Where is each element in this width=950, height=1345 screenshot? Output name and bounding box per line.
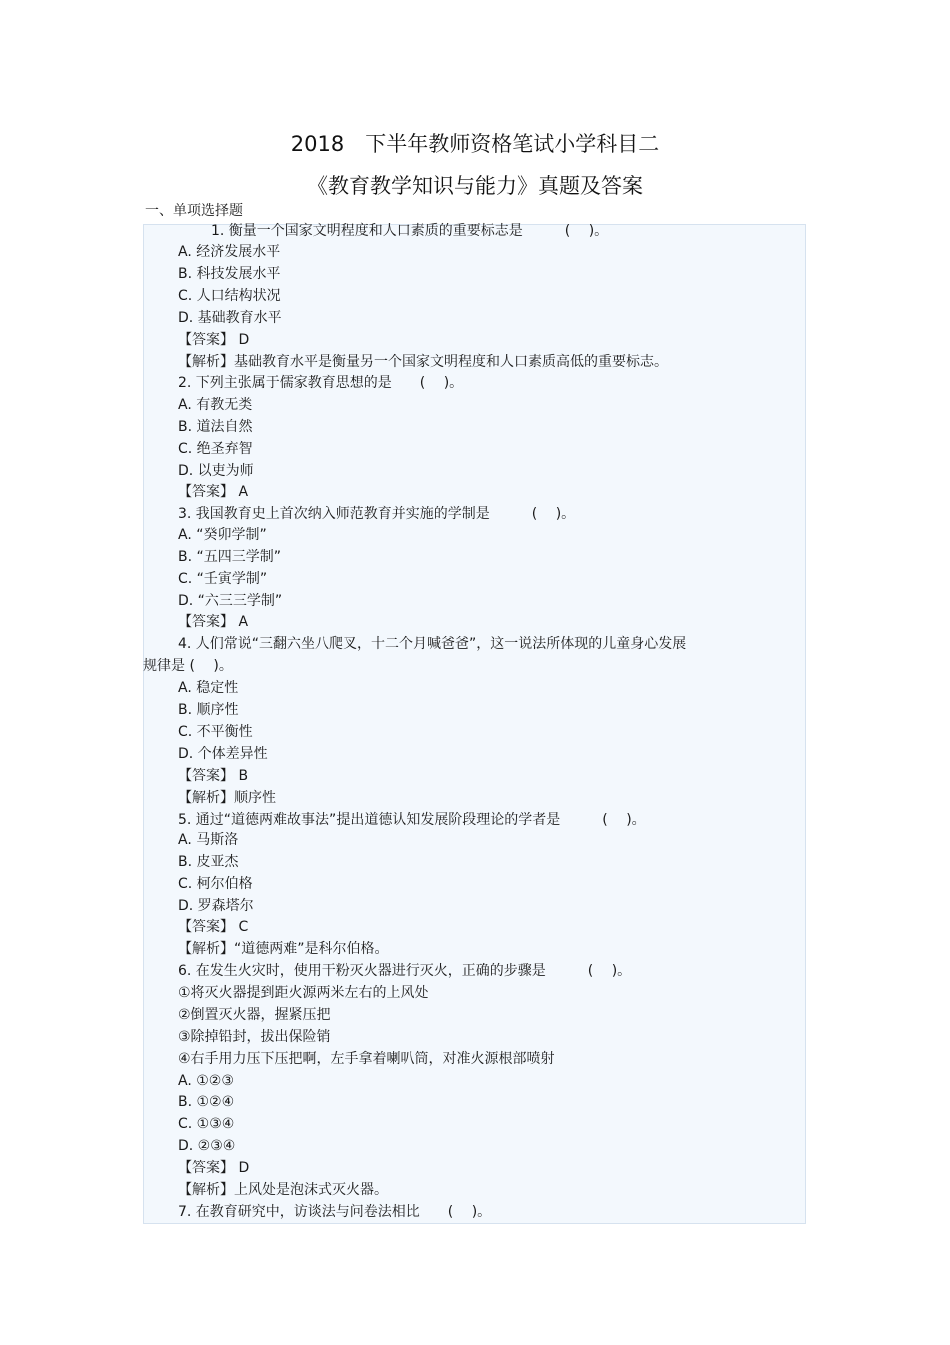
question-line: 【解析】“道德两难”是科尔伯格。 [178,941,389,957]
question-line: 4. 人们常说“三翻六坐八爬叉，十二个月喊爸爸”，这一说法所体现的儿童身心发展 [178,636,687,652]
question-line: A. 马斯洛 [178,832,239,848]
question-line: C. ①③④ [178,1116,235,1132]
question-line: 【答案】 D [178,332,250,348]
question-line: A. ①②③ [178,1073,234,1089]
section-heading: 一、单项选择题 [145,203,243,219]
question-line: B. 皮亚杰 [178,854,239,870]
question-line: 【解析】顺序性 [178,790,276,806]
question-line: 3. 我国教育史上首次纳入师范教育并实施的学制是 ( )。 [178,506,576,522]
question-line: ①将灭火器提到距火源两米左右的上风处 [178,985,429,1001]
question-line: 【答案】 A [178,484,249,500]
question-line: D. 以吏为师 [178,463,254,479]
question-line: 【解析】上风处是泡沫式灭火器。 [178,1182,388,1198]
question-line: D. “六三三学制” [178,593,283,609]
question-line: B. 道法自然 [178,419,253,435]
question-line: A. 经济发展水平 [178,244,281,260]
question-line: D. 基础教育水平 [178,310,282,326]
question-line: ④右手用力压下压把啊，左手拿着喇叭筒，对准火源根部喷射 [178,1051,555,1067]
question-line: D. ②③④ [178,1138,236,1154]
question-line: C. 柯尔伯格 [178,876,253,892]
question-line: 【答案】 C [178,919,249,935]
question-line: C. “壬寅学制” [178,571,268,587]
question-line: C. 不平衡性 [178,724,253,740]
doc-title-line2: 《教育教学知识与能力》真题及答案 [307,174,643,198]
question-line: A. “癸卯学制” [178,527,267,543]
question-line: ②倒置灭火器，握紧压把 [178,1007,331,1023]
question-line: D. 罗森塔尔 [178,898,254,914]
question-line: B. “五四三学制” [178,549,282,565]
question-line: 7. 在教育研究中，访谈法与问卷法相比 ( )。 [178,1204,492,1220]
question-line: A. 有教无类 [178,397,253,413]
question-line: ③除掉铅封，拔出保险销 [178,1029,331,1045]
question-line: 【答案】 B [178,768,249,784]
question-line: A. 稳定性 [178,680,239,696]
question-line: 【答案】 D [178,1160,250,1176]
question-line: 【答案】 A [178,614,249,630]
question-line: 规律是 ( )。 [143,658,233,674]
doc-title-line1: 2018 下半年教师资格笔试小学科目二 [290,132,660,156]
question-line: C. 绝圣弃智 [178,441,253,457]
question-line: C. 人口结构状况 [178,288,281,304]
question-line: D. 个体差异性 [178,746,268,762]
question-line: 5. 通过“道德两难故事法”提出道德认知发展阶段理论的学者是 ( )。 [178,812,646,828]
question-line: 6. 在发生火灾时，使用干粉灭火器进行灭火，正确的步骤是 ( )。 [178,963,632,979]
question-line: 【解析】基础教育水平是衡量另一个国家文明程度和人口素质高低的重要标志。 [178,354,668,370]
question-line: 2. 下列主张属于儒家教育思想的是 ( )。 [178,375,464,391]
question-line: B. ①②④ [178,1094,235,1110]
question-line: B. 科技发展水平 [178,266,281,282]
question-line: 1. 衡量一个国家文明程度和人口素质的重要标志是 ( )。 [211,223,609,239]
question-line: B. 顺序性 [178,702,239,718]
